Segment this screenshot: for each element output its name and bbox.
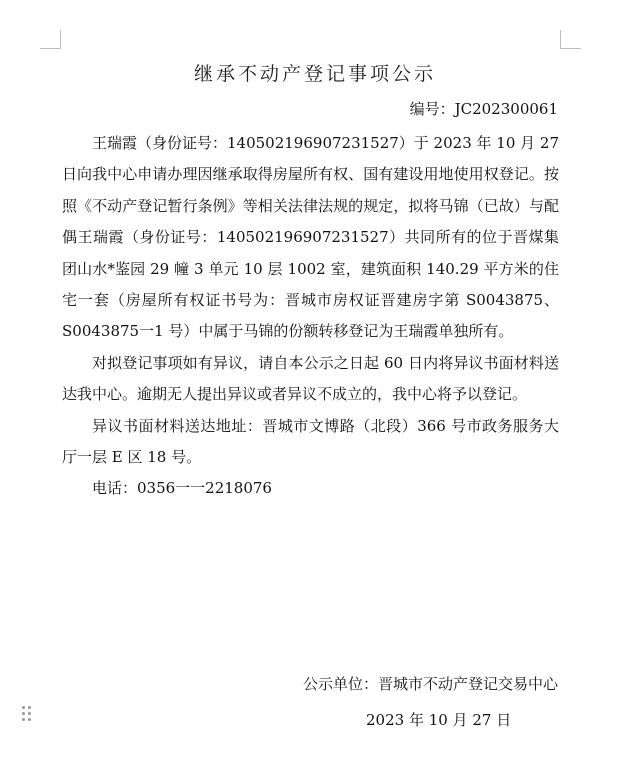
drag-dots-icon[interactable] [22,706,32,724]
paragraph-objection: 对拟登记事项如有异议，请自本公示之日起 60 日内将异议书面材料送达我中心。逾期无人提出异议或者异议不成立的，我中心将予以登记。 [62,353,559,404]
paragraph-phone: 电话：0356一一2218076 [92,479,272,498]
drag-dot [28,718,31,721]
drag-dot [22,718,25,721]
crop-mark-top-right [560,30,581,49]
issue-date: 2023 年 10 月 27 日 [366,711,512,729]
document-title: 继承不动产登记事项公示 [193,63,436,85]
document-body [62,128,559,505]
paragraph-address: 异议书面材料送达地址：晋城市文博路（北段）366 号市政务服务大厅一层 E 区 18 号。 [62,416,559,467]
issuer-line: 公示单位：晋城市不动产登记交易中心 [302,675,558,693]
paragraph-main: 王瑞霞（身份证号：140502196907231527）于 2023 年 10 月 27 日向我中心申请办理因继承取得房屋所有权、国有建设用地使用权登记。按照《不动产登记暂行条例》等相关法律法规的规定，拟将马锦（已故）与配偶王瑞霞（身份证号：140502196907231527）共同所有的位于晋煤集团山水*鉴园 29 幢 3 单元 10 层 1002 室，建筑面积 140.29 平方米的住宅一套（房屋所有权证书号为：晋城市房权证晋建房字第 S0043875、S0043875一1 号）中属于马锦的份额转移登记为王瑞霞单独所有。 [62,134,559,341]
drag-dot [22,706,25,709]
crop-mark-top-left [40,30,61,49]
drag-dot [28,712,31,715]
document-number: 编号：JC202300061 [409,100,558,118]
drag-dot [28,706,31,709]
drag-dot [22,712,25,715]
